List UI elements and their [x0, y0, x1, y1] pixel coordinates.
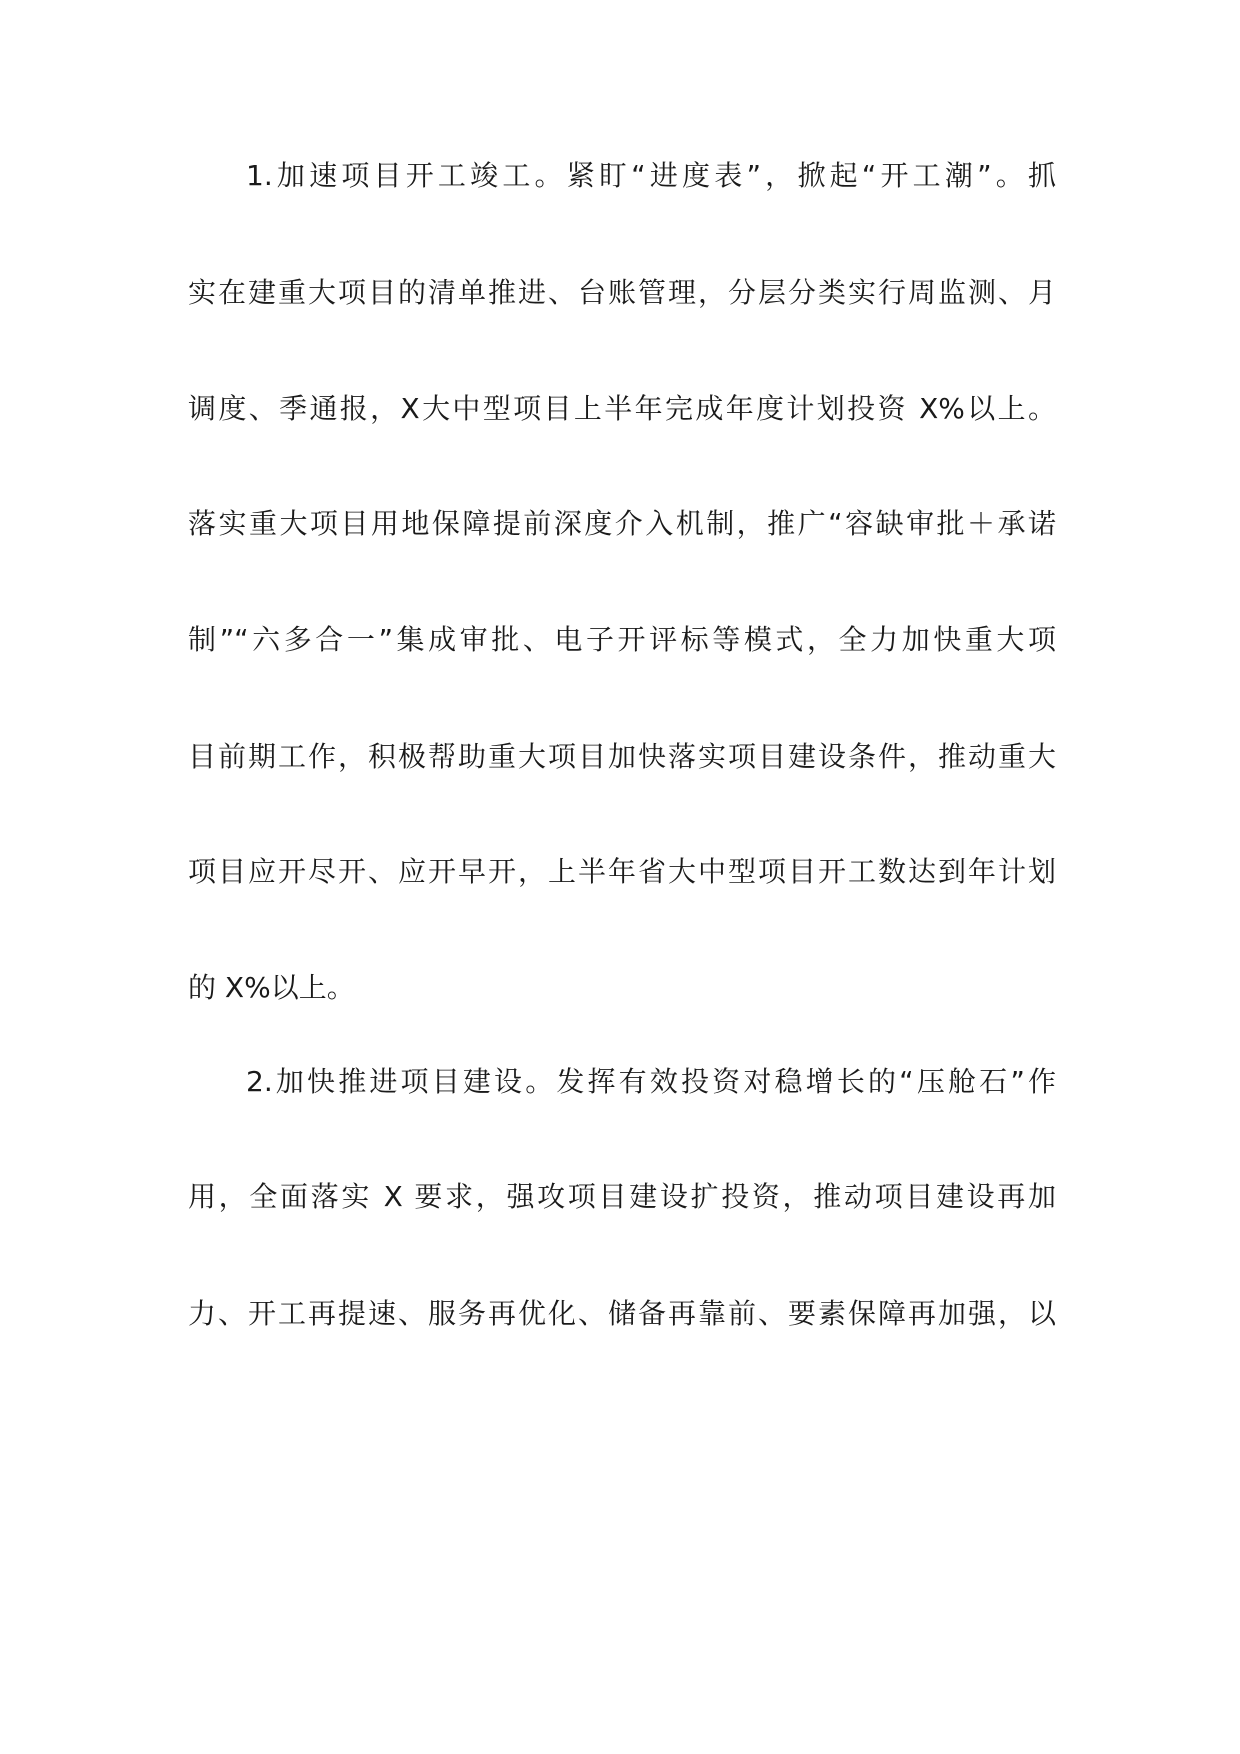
paragraph-1-line-8: 的 X%以上。	[188, 971, 355, 1004]
paragraph-1-line-6: 目前期工作，积极帮助重大项目加快落实项目建设条件，推动重大	[188, 740, 1056, 773]
paragraph-1-line-1: 1.加速项目开工竣工。紧盯“进度表”，掀起“开工潮”。抓	[246, 159, 1056, 192]
paragraph-1-line-4: 落实重大项目用地保障提前深度介入机制，推广“容缺审批＋承诺	[188, 507, 1056, 540]
paragraph-1-line-7: 项目应开尽开、应开早开，上半年省大中型项目开工数达到年计划	[188, 855, 1056, 888]
paragraph-2-line-3: 力、开工再提速、服务再优化、储备再靠前、要素保障再加强，以	[188, 1297, 1056, 1330]
paragraph-2-line-2: 用，全面落实 X 要求，强攻项目建设扩投资，推动项目建设再加	[188, 1180, 1056, 1213]
paragraph-1-line-2: 实在建重大项目的清单推进、台账管理，分层分类实行周监测、月	[188, 276, 1056, 309]
paragraph-2-line-1: 2.加快推进项目建设。发挥有效投资对稳增长的“压舱石”作	[246, 1065, 1056, 1098]
paragraph-1-line-3: 调度、季通报，X大中型项目上半年完成年度计划投资 X%以上。	[188, 392, 1056, 425]
paragraph-1-line-5: 制”“六多合一”集成审批、电子开评标等模式，全力加快重大项	[188, 623, 1056, 656]
